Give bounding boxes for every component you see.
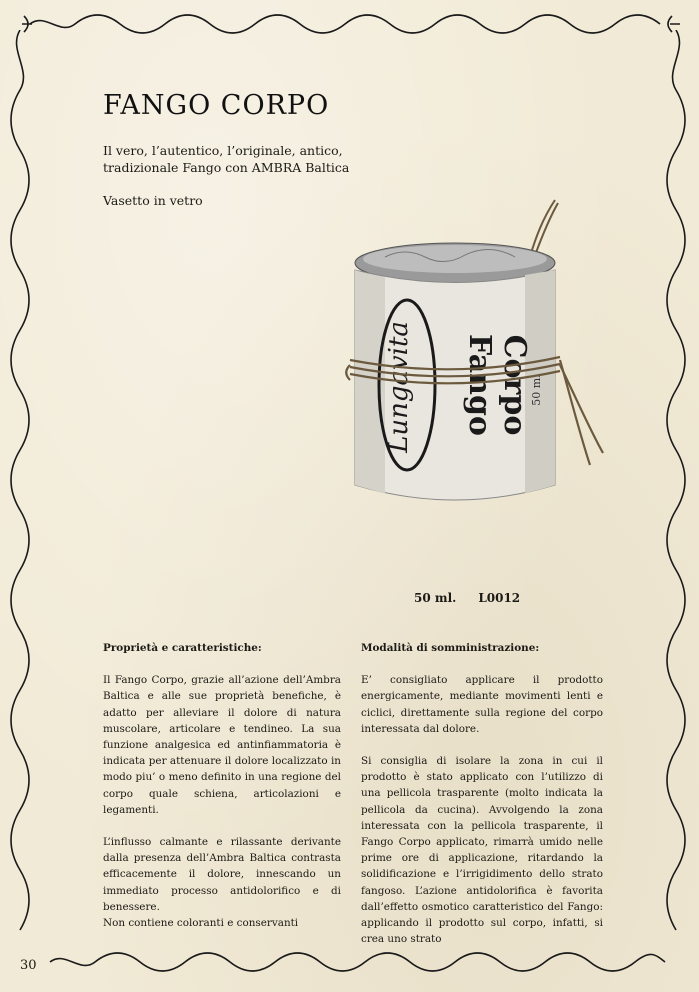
product-image: [345, 195, 610, 510]
administration-heading: Modalità di somministrazione:: [361, 642, 540, 654]
administration-paragraph-2: Si consiglia di isolare la zona in cui il prodotto è stato applicato con l’utilizzo di una pellicola trasparente (molto indicata la pellicola da cucina). Avvolgendo la zona interessata con la pellicola trasparente, il Fango Corpo applicato, rimarrà umido nelle prime ore di applicazione, ritardando la solidificazione e l’irrigidimento dello strato fangoso. L’azione antidolorifica è favorita dall’effetto osmotico caratteristico del Fango: applicando il prodotto sul corpo, infatti, si crea uno strato: [361, 755, 603, 946]
container-type: Vasetto in vetro: [103, 193, 203, 208]
ornamental-border-top: [20, 12, 680, 36]
label-brand-text: Lungavita: [384, 321, 414, 453]
label-product-line2: Corpo: [497, 334, 532, 436]
page-number: 30: [20, 958, 37, 973]
properties-paragraph-3: Non contiene coloranti e conservanti: [103, 917, 299, 930]
product-size: 50 ml.: [414, 591, 457, 605]
page-title: FANGO CORPO: [103, 90, 330, 121]
properties-paragraph-1: Il Fango Corpo, grazie all’azione dell’Ambra Baltica e alle sue proprietà benefiche, è adatto per alleviare il dolore di natura muscolare, articolare e tendineo. La sua funzione analgesica ed antinfiammatoria è indicata per attenuare il dolore localizzato in modo piu’ o meno definito in una regione del corpo quale schiena, articolazioni e legamenti.: [103, 674, 341, 816]
product-subtitle: Il vero, l’autentico, l’originale, antico, tradizionale Fango con AMBRA Baltica: [103, 143, 350, 175]
product-size-code: [414, 591, 520, 605]
properties-column: [103, 640, 341, 947]
properties-paragraph-2: L’influsso calmante e rilassante derivante dalla presenza dell’Ambra Baltica contrasta efficacemente il dolore, innescando un immediato processo antidolorifico e di benessere.: [103, 836, 341, 913]
ornamental-border-right: [664, 30, 688, 950]
ornamental-border-left: [8, 30, 32, 950]
properties-heading: Proprietà e caratteristiche:: [103, 642, 262, 654]
administration-column: [361, 640, 603, 963]
product-code: L0012: [478, 591, 521, 605]
label-product-line1: Fango: [462, 334, 497, 436]
label-volume-text: 50 ml: [530, 374, 543, 406]
administration-paragraph-1: E’ consigliato applicare il prodotto energicamente, mediante movimenti lenti e ciclici, direttamente sulla regione del corpo interessata dal dolore.: [361, 674, 603, 735]
